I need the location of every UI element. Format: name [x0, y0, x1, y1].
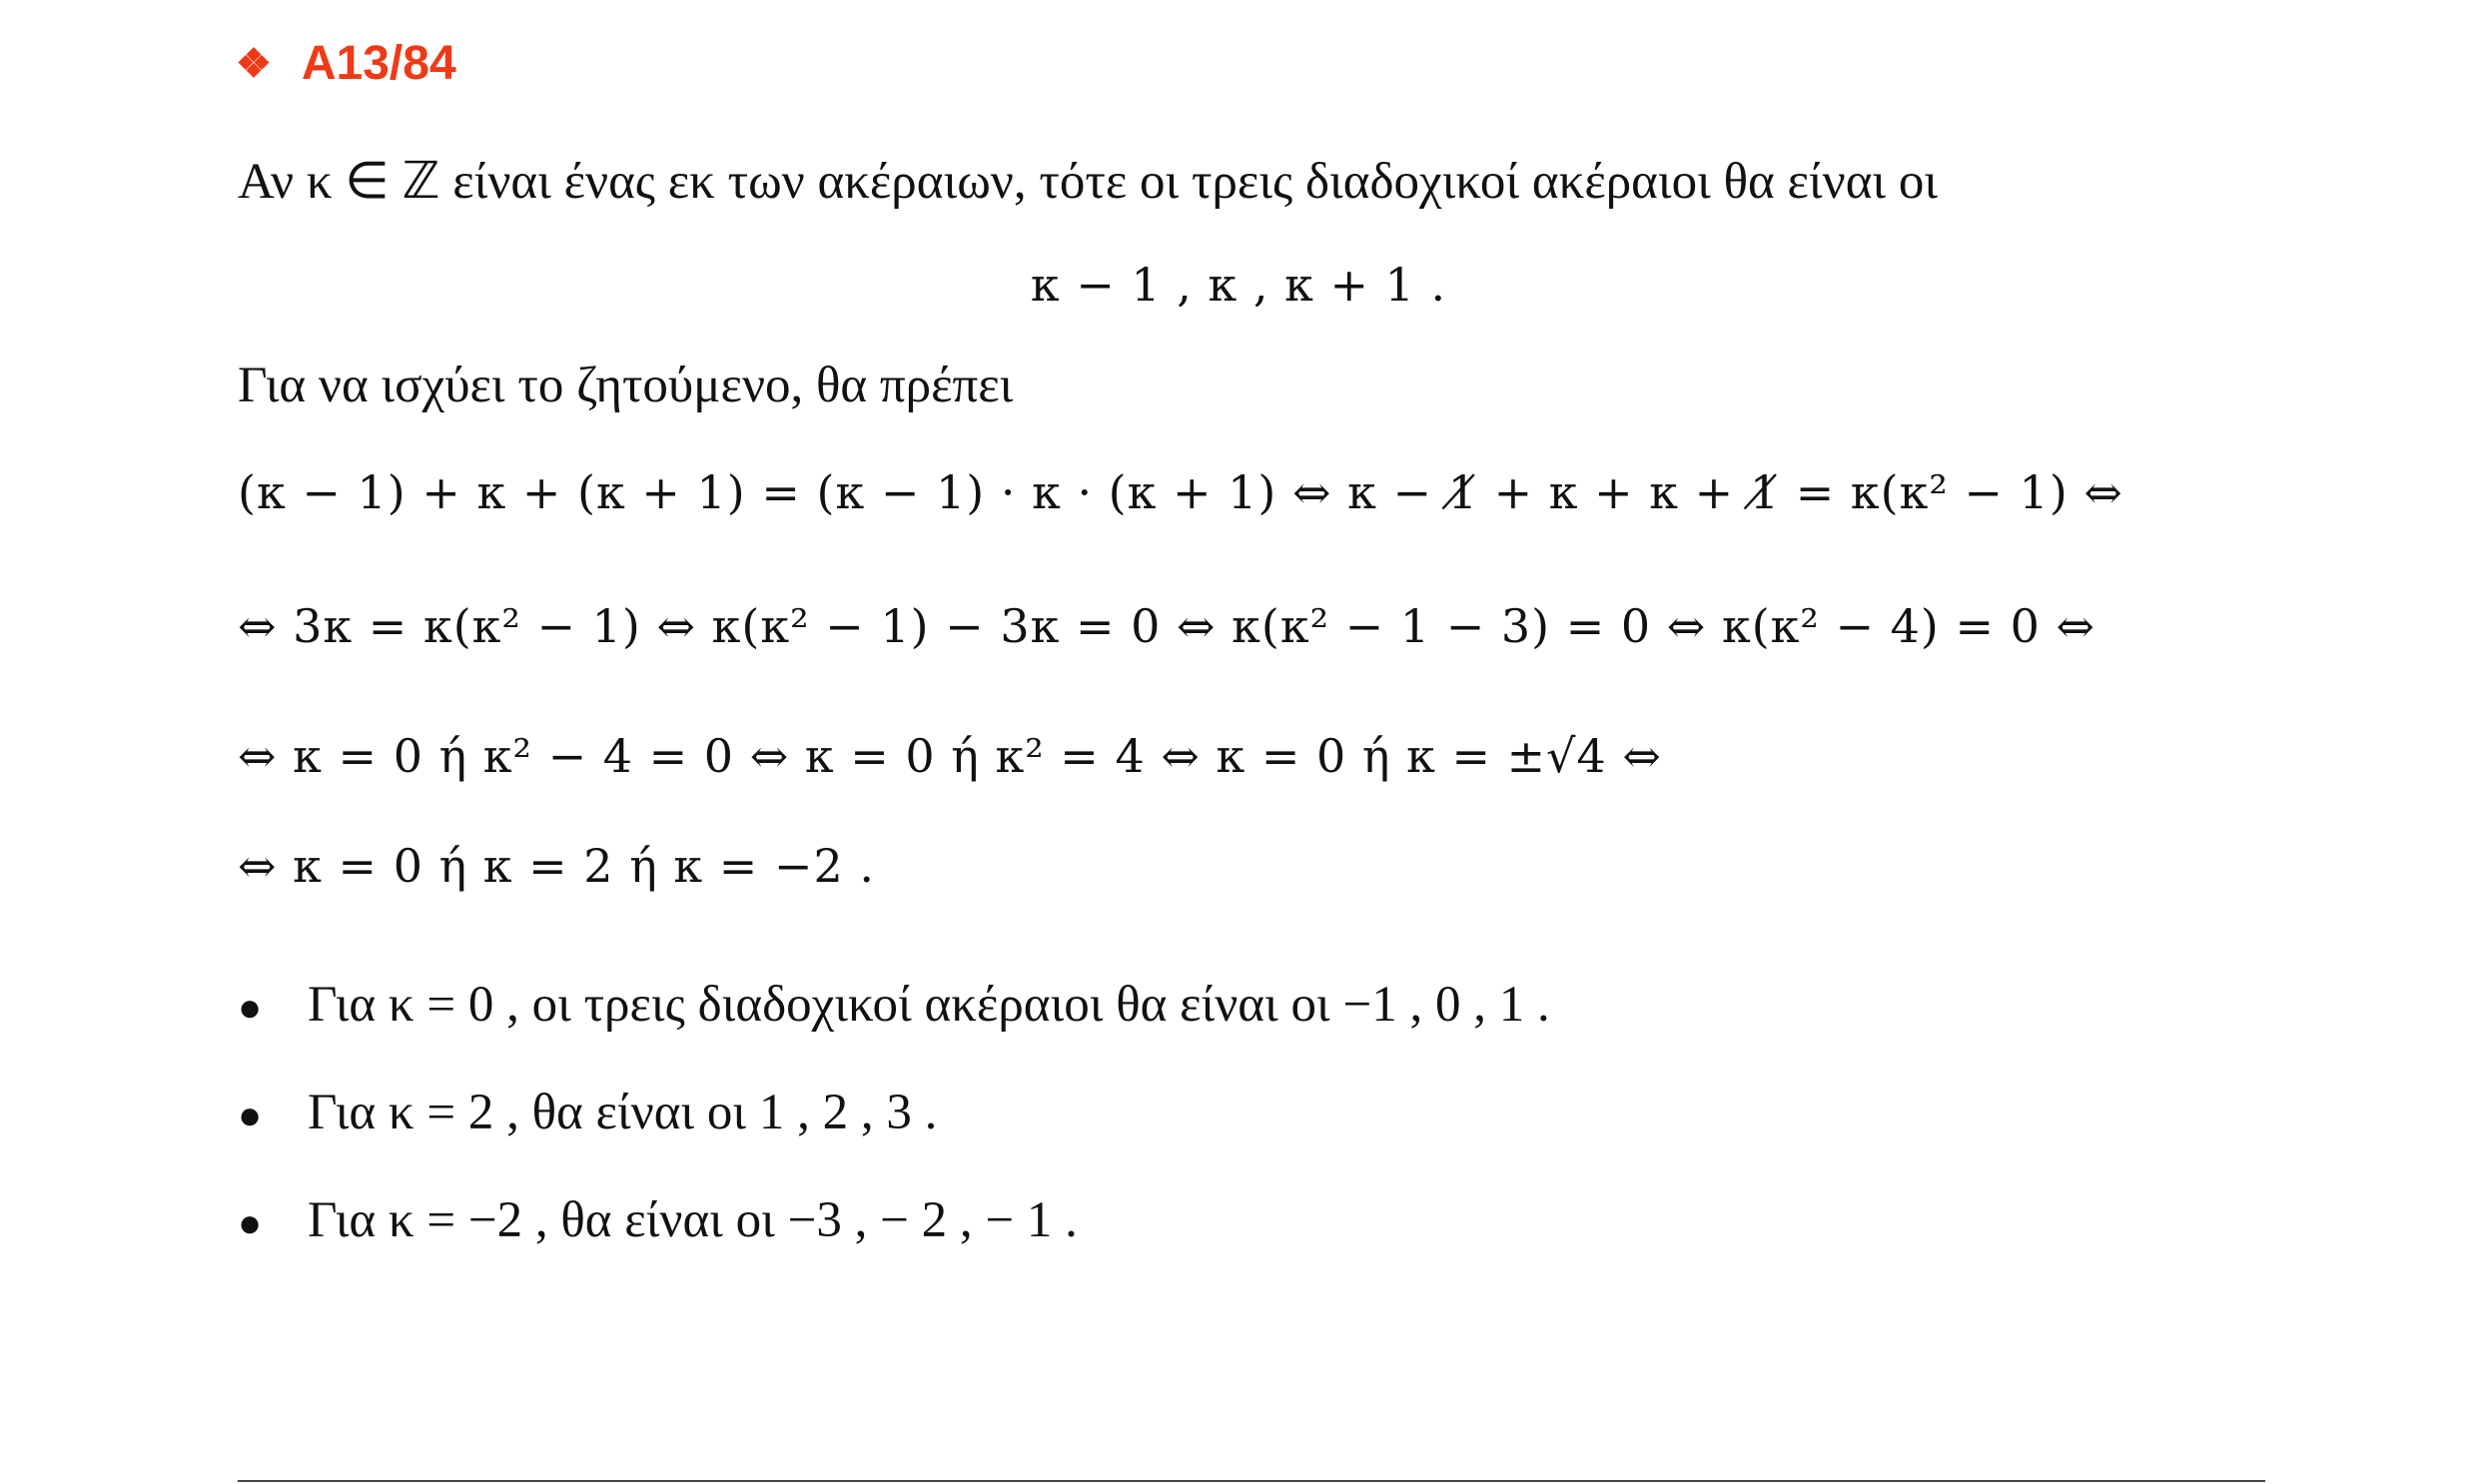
diamond-bullet-icon: ❖	[236, 41, 272, 86]
list-item-text: Για κ = −2 , θα είναι οι −3 , − 2 , − 1 .	[308, 1192, 1078, 1248]
equation-line-3: ⇔ κ = 0 ή κ² − 4 = 0 ⇔ κ = 0 ή κ² = 4 ⇔ κ = 0 ή κ = ±√4 ⇔	[238, 729, 1662, 783]
heading-title: A13/84	[301, 37, 456, 90]
list-item	[238, 1190, 1078, 1251]
list-item-text: Για κ = 2 , θα είναι οι 1 , 2 , 3 .	[308, 1085, 938, 1140]
bullet-dot-icon: ●	[238, 985, 263, 1030]
equation-line-4: ⇔ κ = 0 ή κ = 2 ή κ = −2 .	[238, 839, 875, 893]
list-item	[238, 975, 1550, 1036]
equation-line-1: (κ − 1) + κ + (κ + 1) = (κ − 1) · κ · (κ + 1) ⇔ κ − 1̸ + κ + κ + 1̸ = κ(κ² − 1) ⇔	[238, 465, 2123, 519]
condition-text: Για να ισχύει το ζητούμενο, θα πρέπει	[238, 358, 1014, 413]
bullet-dot-icon: ●	[238, 1200, 263, 1245]
footer-divider	[238, 1480, 2265, 1482]
list-item	[238, 1083, 937, 1143]
intro-text: Αν κ ∈ ℤ είναι ένας εκ των ακέραιων, τότε οι τρεις διαδοχικοί ακέραιοι θα είναι οι	[238, 154, 1939, 210]
section-heading	[236, 36, 456, 91]
list-item-text: Για κ = 0 , οι τρεις διαδοχικοί ακέραιοι θα είναι οι −1 , 0 , 1 .	[308, 977, 1550, 1033]
bullet-dot-icon: ●	[238, 1093, 263, 1137]
equation-line-2: ⇔ 3κ = κ(κ² − 1) ⇔ κ(κ² − 1) − 3κ = 0 ⇔ κ(κ² − 1 − 3) = 0 ⇔ κ(κ² − 4) = 0 ⇔	[238, 599, 2096, 653]
consecutive-integers: κ − 1 , κ , κ + 1 .	[1030, 258, 1447, 312]
